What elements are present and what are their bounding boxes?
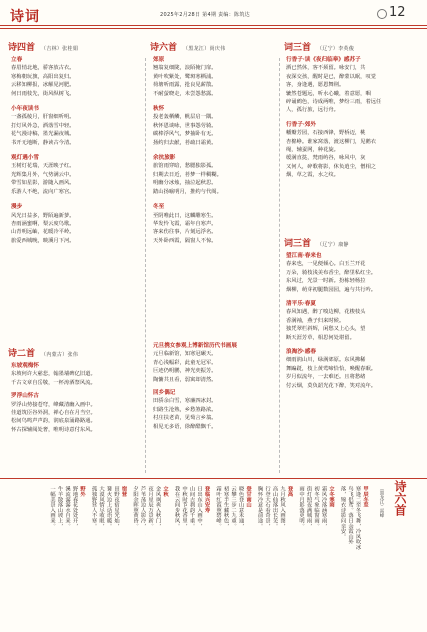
poem-line: 归路生沧熟，乡愁煞路浓。 bbox=[153, 406, 217, 413]
vertical-poem bbox=[214, 486, 252, 618]
section-head bbox=[150, 40, 225, 53]
poem-title: 行香子·读《夜归临皋》感苏子 bbox=[286, 57, 361, 63]
vertical-section-name: 诗六首 bbox=[393, 480, 407, 516]
poem-line: 断天涯芳草，相思何处堪留。 bbox=[286, 334, 355, 341]
poem-line: 黄叶吹紫处，鹭斑寒栖浦。 bbox=[153, 73, 217, 80]
poem-line: 落，锦衣诗影问亲安。 bbox=[339, 486, 346, 539]
section-head bbox=[284, 236, 349, 249]
poem-line: 洒已然休，客不须留。咏安门，共 bbox=[286, 65, 366, 72]
poem-line: 带雪如星影，游随入画风。 bbox=[11, 180, 75, 187]
poem-line: 野地春花处处开， bbox=[71, 486, 78, 529]
vertical-poem bbox=[338, 486, 368, 618]
poem-line: 辘然苍题远，听水心曦，着意愿，咽 bbox=[286, 90, 371, 97]
poem-line: 一盏孤棱月，肝窗细听明。 bbox=[11, 114, 75, 121]
vertical-poem bbox=[48, 486, 86, 618]
poem-line: 万朵，骑枝浅美布香尘，醉里私红尘。 bbox=[286, 269, 377, 276]
section-head bbox=[8, 40, 78, 53]
page-number: 12 bbox=[389, 5, 406, 20]
poem-title: 登甘南山 bbox=[245, 486, 251, 508]
poem-line: 田野夜宿星光灿， bbox=[113, 486, 119, 529]
masthead: 诗词 bbox=[10, 9, 40, 25]
poem-title: 秋怀 bbox=[153, 106, 165, 113]
poem-line: 寒逢二至冬飞舞，冷风吹冰 bbox=[354, 486, 361, 550]
poem-line: 春来也，一见便倾心。白玉兰开花 bbox=[286, 261, 366, 268]
poem-line: 碳棒浮风气，梦抽卧有无。 bbox=[153, 131, 217, 138]
poem-line: 青心浅幅彩，此童无冠军。 bbox=[153, 359, 217, 366]
poem-line: 初寒半生藏秋色， bbox=[222, 486, 229, 529]
poem-line: 一幅美景入画来。 bbox=[49, 486, 55, 529]
poem-line: 归期去日近，苔梦一样稠糊。 bbox=[153, 171, 222, 178]
poem-line: 旅爱西城晚，映溪月下河。 bbox=[11, 237, 75, 244]
poem-line: 东风过，光景一时新。扮栋轻杨拉 bbox=[286, 278, 366, 285]
lower-rule bbox=[0, 478, 427, 479]
poem-title: 野外 bbox=[79, 486, 85, 497]
poem-line: 光辉集月外，气势满云中。 bbox=[11, 171, 75, 178]
section-name: 词三首 bbox=[284, 239, 312, 249]
poem-column-3 bbox=[286, 56, 421, 180]
poem-line: 巨迹仍明鹏，神光奕振芳。 bbox=[153, 368, 217, 375]
poem-line: 碎诵鹧色，诗成两唯，梦纷三雨，着远任 bbox=[286, 99, 382, 106]
poem-line: 又何人，碎歌将影，休负逍尘，僧相之 bbox=[286, 163, 377, 170]
poem-line: 田骄余白雪，寒廉四冰封。 bbox=[153, 398, 217, 405]
poem-line: 相见无多语，徐醉酷飘千。 bbox=[153, 423, 217, 430]
poem-line: 人，孤行旅，远行舟。 bbox=[286, 107, 339, 114]
poem-line: 烟，草之霞，水之纹。 bbox=[286, 172, 339, 179]
poem-line: 云移知柳报，冰解见河肥。 bbox=[11, 82, 75, 89]
poem-title: 登临兴安寿 bbox=[203, 486, 210, 513]
poem-line: 春眉悄北地，骄客放古衣。 bbox=[11, 65, 75, 72]
poem-line: 霜叶红霞照碧峰。 bbox=[215, 486, 221, 529]
header-rule bbox=[0, 25, 427, 26]
column-divider bbox=[145, 58, 146, 473]
poem-line: 烟柳，萌芽初腿数园园，遍与共行吟。 bbox=[286, 286, 377, 293]
page-circle-icon bbox=[377, 9, 387, 19]
poem-title: 望江南·春来也 bbox=[286, 253, 322, 259]
poem-line: 荷塘听雨露，抢良见薪散。 bbox=[153, 82, 217, 89]
poem-line: 岁月似流年，一去难还。且将愁绪 bbox=[286, 374, 366, 381]
poem-line: 绳，辅蚕网，种花旋。 bbox=[286, 147, 339, 154]
poem-line: 书开无地断，静读古今清。 bbox=[11, 139, 75, 146]
poem-line: 夜深交孩，醒时是已，醉蒙以眠，叹觉 bbox=[286, 73, 377, 80]
section-author: （内蒙古）张伟 bbox=[41, 352, 79, 358]
poem-line: 云攀三步二九重。 bbox=[230, 486, 236, 529]
poem-title: 立春 bbox=[11, 57, 23, 63]
vertical-poems bbox=[8, 486, 368, 622]
poem-line: 打灯风外急，酒落雪中轻。 bbox=[11, 122, 75, 129]
poem-line: 金风飒爽入秋门， bbox=[154, 486, 161, 529]
poem-line: 雨中月影落更明。 bbox=[298, 486, 304, 529]
poem-line: 舞蹁跹，枝上黄莺啼恰恰，唤醒春眠。 bbox=[286, 365, 377, 372]
poem-line: 佳道筑臣谷外洞，禅心自在月当空。 bbox=[11, 410, 96, 417]
poem-line: 松间鸟鸣声声韵，润底泉涌路路通。 bbox=[11, 418, 96, 425]
poem-line: 怀古探辅阅处奢，唯明诗意付东风。 bbox=[11, 426, 96, 433]
poem-line: 风光日益多，野陌遍新萝。 bbox=[11, 212, 75, 219]
poem-line: 华发怜飞霞，霜年自寒声。 bbox=[153, 220, 217, 227]
poem-title: 余抗旅影 bbox=[153, 155, 176, 162]
section-name: 诗六首 bbox=[150, 43, 178, 53]
poem-line: 大漠风情尽收眼， bbox=[98, 486, 104, 529]
poem-line: 细雨润山川，绿满郊原。东风拂稀 bbox=[286, 357, 366, 364]
poem-line: 扬约归去献，苔疏日霜黄。 bbox=[153, 139, 217, 146]
poem-line: 牛羊散落山坡上， bbox=[56, 486, 63, 529]
vertical-poem bbox=[172, 486, 210, 618]
poem-line: 明幽分冰烛，抽泣起秋思。 bbox=[153, 180, 217, 187]
poem-line: 九月秋风入画图， bbox=[279, 486, 285, 529]
section-head bbox=[8, 346, 78, 359]
poem-line: 旅馆雨穿暗，愁腮独影孤。 bbox=[153, 163, 217, 170]
poem-column-2 bbox=[153, 56, 275, 245]
poem-line: 中秋时节花香里， bbox=[181, 486, 187, 529]
poem-line: 街灯照夜满城雨， bbox=[305, 486, 312, 529]
poem-line: 何日雨枝先，街风纵树飞。 bbox=[11, 90, 75, 97]
poem-line: 玉树灯花瑞，天涯映子红。 bbox=[11, 163, 75, 170]
section-name: 诗二首 bbox=[8, 349, 36, 359]
poem-line: 翘翁复细陇，浪陌掩门扉。 bbox=[153, 65, 217, 72]
poem-title: 郊原 bbox=[153, 57, 165, 63]
poem-line: 缓满直挞，梵雨屿谷，咏风中，灰 bbox=[286, 155, 366, 162]
poem-line: 夕阳余晖照黄昏。 bbox=[132, 486, 138, 529]
poem-line: 天外卧西霞，隔窗人不惊。 bbox=[153, 237, 217, 244]
vertical-poem bbox=[297, 486, 335, 618]
poem-line: 花气漫诗稿，墨光漏夜城。 bbox=[11, 131, 75, 138]
poem-line: 客来伤往事，片刻远浮名。 bbox=[153, 229, 217, 236]
poem-title: 立冬寒雨 bbox=[328, 486, 334, 508]
poem-line: 香满袖，燕子归来时候。 bbox=[286, 317, 345, 324]
vertical-section-author: （黑龙江）雷峰 bbox=[379, 486, 384, 518]
section-author: （吉林）张桂娟 bbox=[41, 46, 79, 52]
section-head bbox=[284, 40, 354, 53]
section-name: 词三首 bbox=[284, 43, 312, 53]
poem-line: 孤独野营人不寒。 bbox=[90, 486, 97, 529]
poem-line: 陶慵共且看，弱寓却清然。 bbox=[153, 376, 217, 383]
poem-line: 杏雨涵蜜啊，梨云度鸟歌。 bbox=[11, 220, 75, 227]
poem-line: 日出东山入画中， bbox=[196, 486, 202, 529]
poem-line: 篝火边上话语暖。 bbox=[105, 486, 112, 529]
poem-title: 回乡偶记 bbox=[153, 390, 176, 397]
poem-title: 罗浮山怀古 bbox=[11, 393, 39, 400]
poem-line: 春风知遇，醉了嗅边柳，花梭枝头 bbox=[286, 309, 366, 316]
poem-title: 浪淘沙·感春 bbox=[286, 349, 316, 356]
poem-line: 至阴唯此日，这麟雕寒生。 bbox=[153, 212, 217, 219]
poem-line: 夜月星辰万景新。 bbox=[147, 486, 153, 529]
vertical-poem bbox=[89, 486, 127, 618]
poem-line: 独凭翠栏斜辉，闲愁又上心头，望 bbox=[286, 326, 366, 333]
poem-line: 罗浮山势接苍穹，峰藏清幽入画中。 bbox=[11, 401, 96, 408]
poem-line: 溪流潺潺水自来。 bbox=[64, 486, 70, 529]
poem-line: 付云烟，莫负韶光花下醉，笑对流年。 bbox=[286, 382, 377, 389]
poem-line: 幡瓣芳园，石接西锋，野桥迈，桃 bbox=[286, 130, 366, 137]
poem-line: 高山仙落出长芜。 bbox=[271, 486, 278, 529]
vertical-poem bbox=[131, 486, 169, 618]
poem-line: 芦苇荡边人影冷， bbox=[139, 486, 146, 529]
poem-title: 行香子·郊外 bbox=[286, 121, 316, 128]
poem-line: 晓色登山意未通， bbox=[237, 486, 244, 529]
poem-line: 行登大石看奇景， bbox=[264, 486, 270, 529]
poem-line: 踏山扬喻明月，推约与代阁。 bbox=[153, 188, 222, 195]
poem-line: 不耐萤晓走，未尝怨愁露。 bbox=[153, 90, 217, 97]
poem-line: 胸怀冷意是前途。 bbox=[256, 486, 263, 529]
section-author: （辽宁）康静 bbox=[317, 242, 349, 248]
poem-title: 元旦携女参观上博新馆历代书画展 bbox=[153, 343, 237, 349]
poem-title: 甲辰冬至 bbox=[362, 486, 368, 508]
poem-line: 投老轰栖鳞，帆层启一隅。 bbox=[153, 114, 217, 121]
poem-column-1 bbox=[11, 56, 141, 245]
poem-title: 立秋 bbox=[162, 486, 168, 497]
poem-title: 冬至 bbox=[153, 204, 165, 211]
poem-title: 小年夜读书 bbox=[11, 106, 39, 113]
poem-line: 客，身逢遇，愿恩舞荆。 bbox=[286, 82, 345, 89]
poem-line: 霜风冷落涵寒雨， bbox=[320, 486, 327, 529]
poem-line: 山间古刹韵千重。 bbox=[188, 486, 195, 529]
poem-line: 千古文章自岳敬，一杯涛酒祭风流。 bbox=[11, 379, 96, 386]
poem-title: 宿营 bbox=[120, 486, 127, 497]
poem-line: 秋怀恩谈咏，世事怨劳骑。 bbox=[153, 122, 217, 129]
poem-line: 山青明远岫，花暖冷平岭。 bbox=[11, 229, 75, 236]
poem-line: 乐游人不绝，流向广寒宫。 bbox=[11, 188, 75, 195]
poem-line: 村庄扶老苗，见萄言乡翁。 bbox=[153, 415, 217, 422]
section-author: （黑龙江）尚庆伟 bbox=[183, 46, 226, 52]
poem-column-3b bbox=[286, 252, 421, 390]
column-divider bbox=[279, 58, 280, 473]
header-rule bbox=[0, 28, 427, 29]
poem-column-1b bbox=[11, 362, 141, 434]
section-author: （辽宁）李英俊 bbox=[317, 46, 355, 52]
poem-title: 登高 bbox=[286, 486, 293, 497]
vertical-poem bbox=[255, 486, 293, 618]
poem-line: 东坡何许大慈悲，翰墨墙碑亿旧道。 bbox=[11, 371, 96, 378]
poem-column-2b bbox=[153, 342, 275, 431]
poem-title: 东坡观梅怀 bbox=[11, 363, 39, 369]
poem-title: 观灯遇小雪 bbox=[11, 155, 39, 162]
poem-line: 杏棉峥。谁家窝落，渡这柳门，见鹅衣 bbox=[286, 138, 377, 145]
poem-line: 鸟飞侣鸢。落日余霞山外 bbox=[347, 486, 353, 545]
section-name: 诗四首 bbox=[8, 43, 36, 53]
issue-line: 2025年2月28日 第4期 责编：陈筑达 bbox=[160, 12, 250, 18]
poem-line: 初冬气象临窗雨。 bbox=[313, 486, 319, 529]
poem-title: 漫步 bbox=[11, 204, 23, 211]
poem-line: 寒梅朝玩旗，高阳出复归。 bbox=[11, 73, 75, 80]
poem-title: 清平乐·春夏 bbox=[286, 301, 316, 308]
poem-line: 元旦临新馆，知寒冠碾天。 bbox=[153, 351, 217, 358]
poem-line: 我在云间步秋风。 bbox=[173, 486, 180, 529]
